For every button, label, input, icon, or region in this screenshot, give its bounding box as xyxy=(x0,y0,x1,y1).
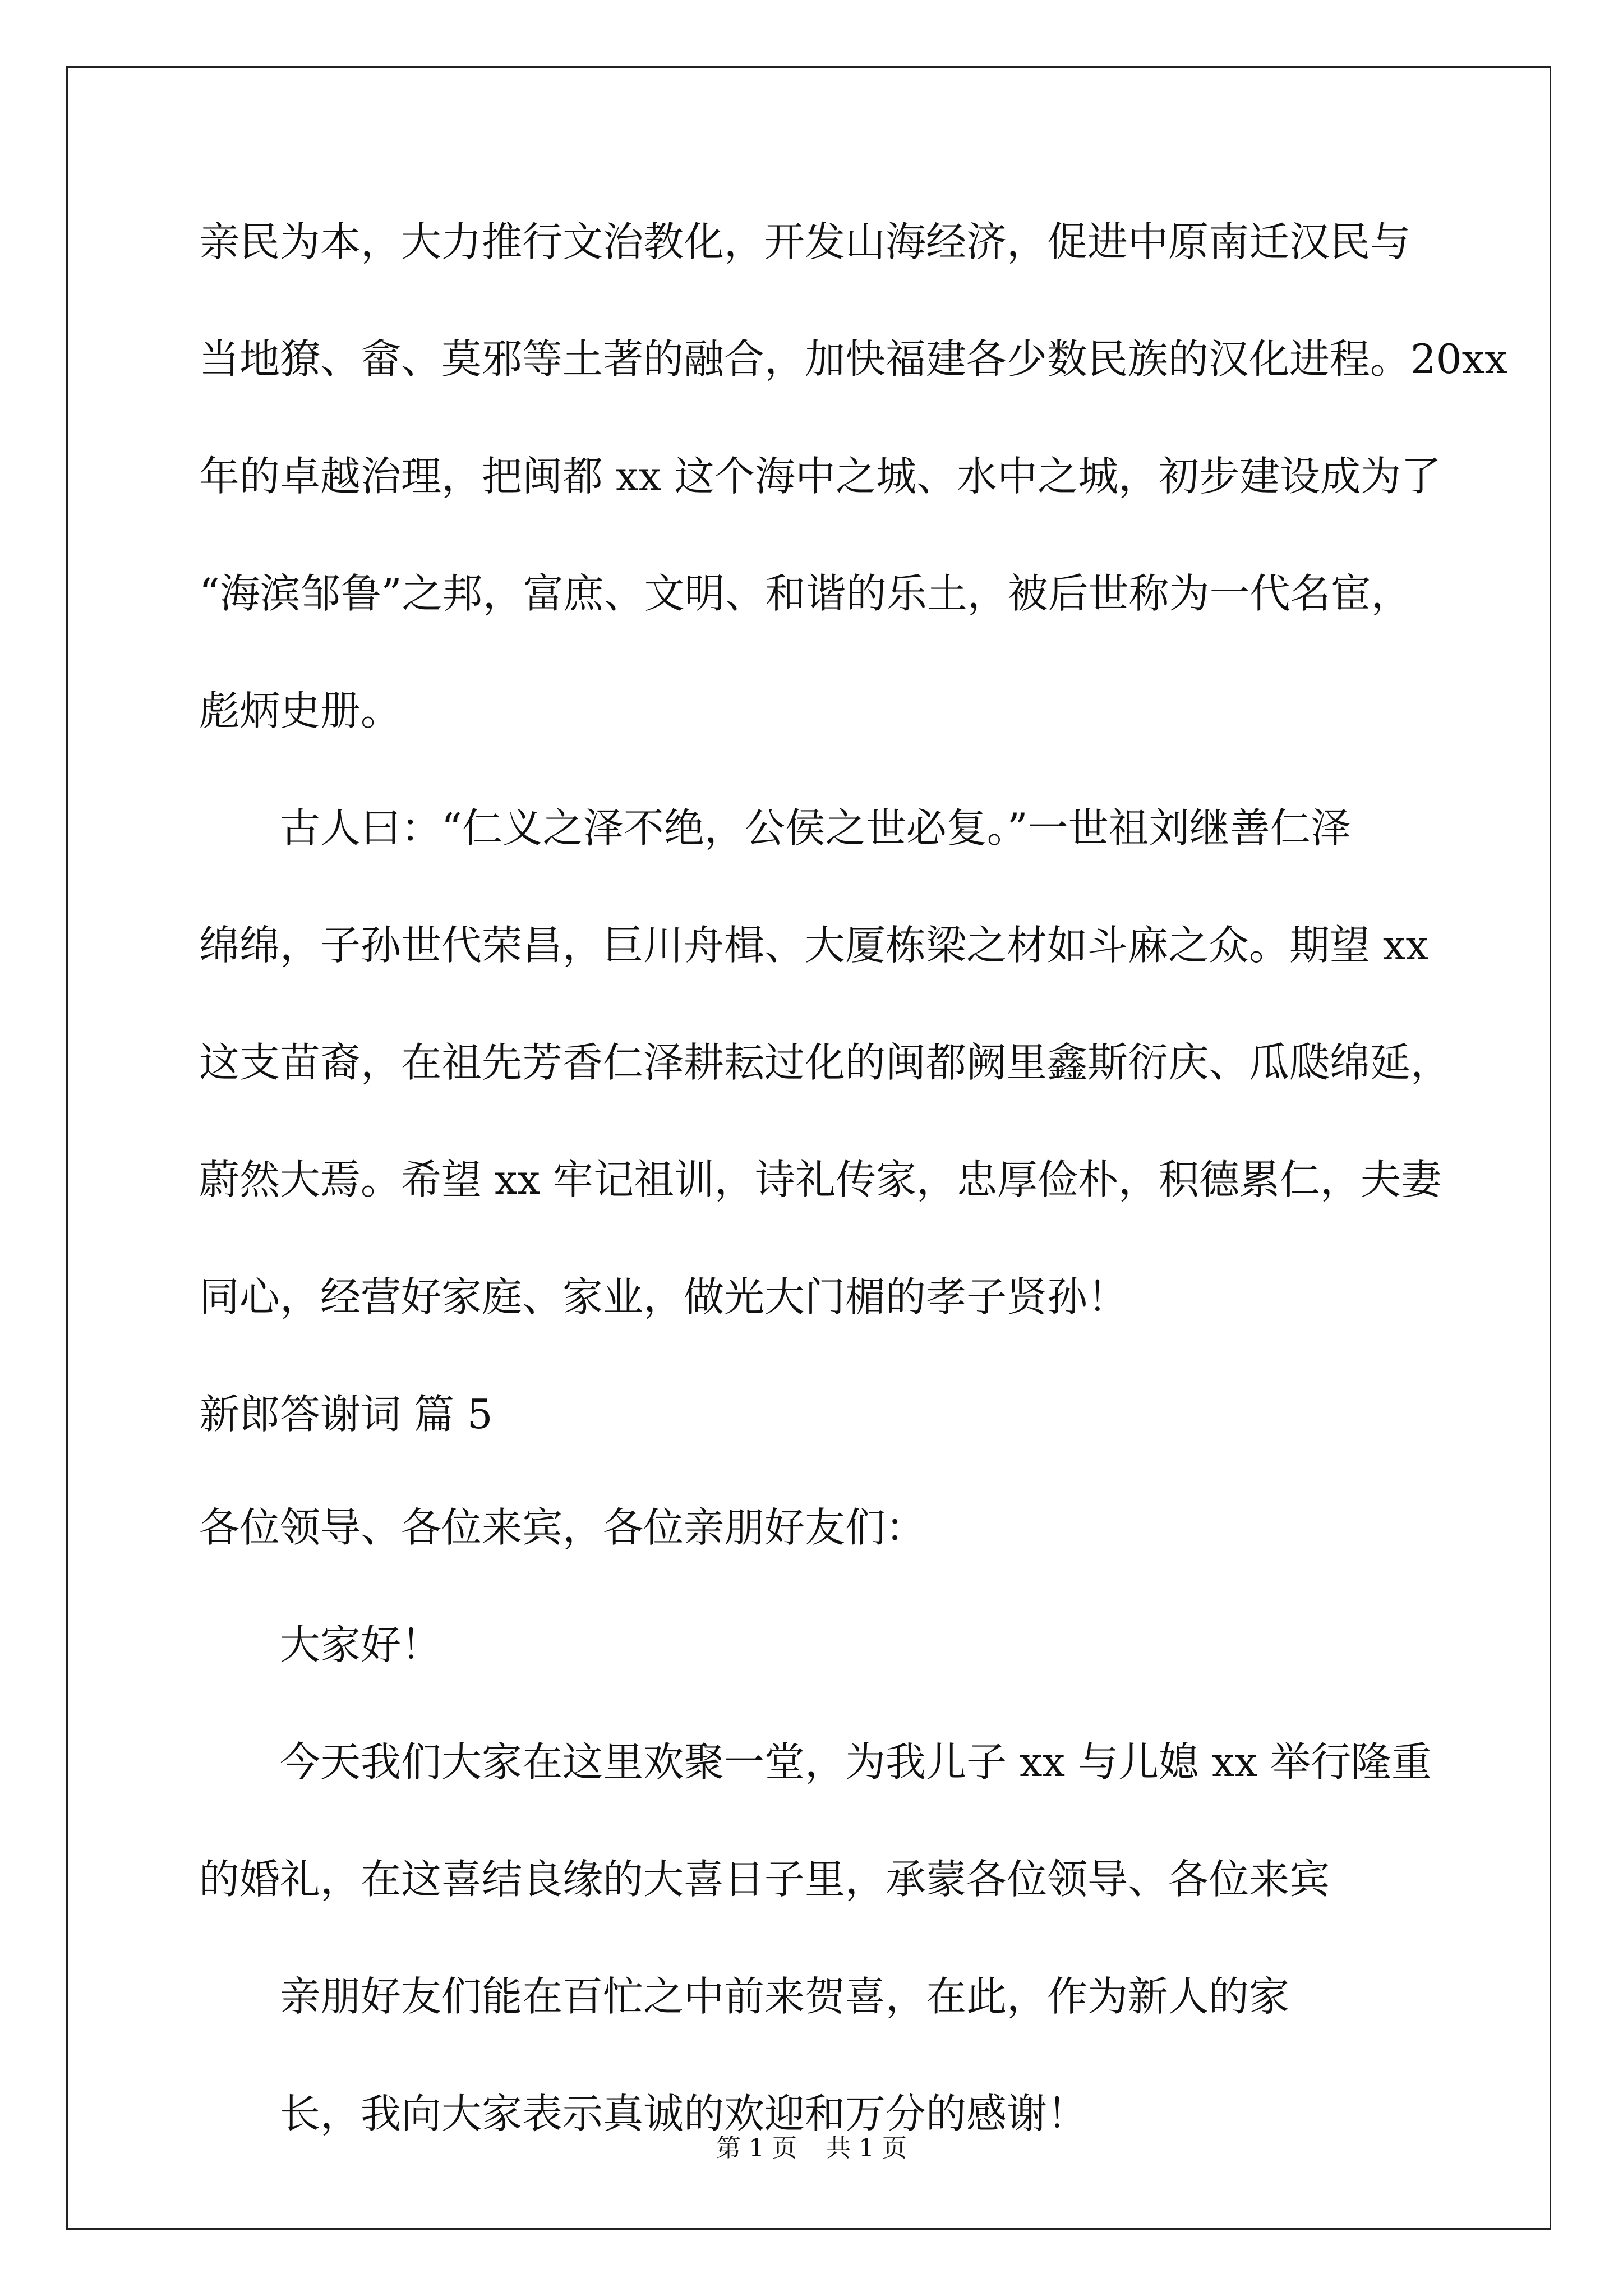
page-footer xyxy=(0,2136,1623,2161)
paragraph-line: 当地獠、畲、莫邪等土著的融合，加快福建各少数民族的汉化进程。20xx xyxy=(199,335,1507,383)
page-number: 第 1 页 xyxy=(716,2134,797,2162)
paragraph-line: 长，我向大家表示真诚的欢迎和万分的感谢！ xyxy=(280,2090,1088,2137)
paragraph-line: 绵绵，子孙世代荣昌，巨川舟楫、大厦栋梁之材如斗麻之众。期望 xx xyxy=(199,922,1429,969)
paragraph-line: 古人曰：“仁义之泽不绝，公侯之世必复。”一世祖刘继善仁泽 xyxy=(280,804,1351,852)
paragraph-line: “海滨邹鲁”之邦，富庶、文明、和谐的乐土，被后世称为一代名宦， xyxy=(199,570,1412,617)
paragraph-line: 同心，经营好家庭、家业，做光大门楣的孝子贤孙！ xyxy=(199,1273,1128,1320)
page-total: 共 1 页 xyxy=(826,2134,907,2162)
salutation: 各位领导、各位来宾，各位亲朋好友们： xyxy=(199,1504,926,1551)
paragraph-line: 彪炳史册。 xyxy=(199,687,402,734)
paragraph-line: 这支苗裔，在祖先芳香仁泽耕耘过化的闽都阙里鑫斯衍庆、瓜瓞绵延， xyxy=(199,1039,1451,1086)
paragraph-line: 今天我们大家在这里欢聚一堂，为我儿子 xx 与儿媳 xx 举行隆重 xyxy=(280,1738,1432,1786)
section-heading: 新郎答谢词 篇 5 xyxy=(199,1391,493,1438)
paragraph-line: 年的卓越治理，把闽都 xx 这个海中之城、水中之城，初步建设成为了 xyxy=(199,453,1441,500)
greeting: 大家好！ xyxy=(280,1621,442,1668)
paragraph-line: 亲朋好友们能在百忙之中前来贺喜，在此，作为新人的家 xyxy=(280,1973,1290,2020)
paragraph-line: 蔚然大焉。希望 xx 牢记祖训，诗礼传家，忠厚俭朴，积德累仁，夫妻 xyxy=(199,1156,1441,1203)
document-body xyxy=(199,218,1507,2211)
paragraph-line: 的婚礼，在这喜结良缘的大喜日子里，承蒙各位领导、各位来宾 xyxy=(199,1856,1330,1903)
paragraph-line: 亲民为本，大力推行文治教化，开发山海经济，促进中原南迁汉民与 xyxy=(199,218,1411,265)
